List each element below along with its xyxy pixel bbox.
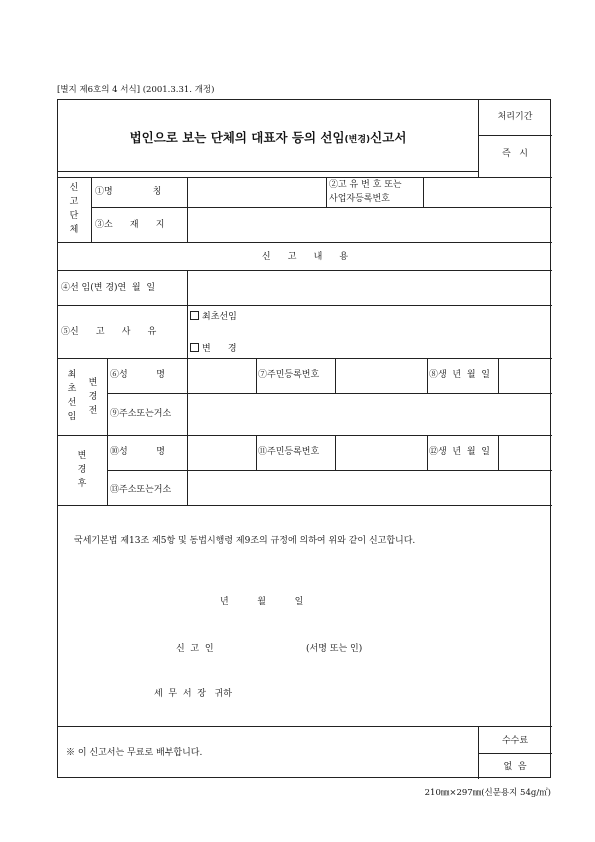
person-label-divider: [187, 358, 188, 505]
after-rrn-label: ⑪주민등록번호: [258, 447, 320, 457]
section-line-2: [58, 242, 552, 243]
before-birth-label: ⑧생 년 월 일: [429, 370, 490, 380]
after-col-d: [498, 435, 499, 470]
before-col-a: [256, 358, 257, 393]
reason-label: ⑤신 고 사 유: [61, 327, 157, 337]
fee-label: 수수료: [501, 736, 529, 746]
form-number-note: [별지 제6호의 4 서식] (2001.3.31. 개정): [57, 85, 215, 95]
period-divider-line: [478, 135, 552, 136]
before-col-d: [498, 358, 499, 393]
content-label-divider: [187, 270, 188, 358]
org-id-divider-a: [326, 177, 327, 207]
before-col-c: [427, 358, 428, 393]
first-appointment-side-label: 최 초 선 임: [67, 370, 77, 422]
after-change-side-label: 변 경 후: [77, 451, 87, 489]
before-row-divider: [107, 393, 552, 394]
org-label-divider: [187, 177, 188, 242]
signature-hint: (서명 또는 인): [306, 644, 363, 654]
report-form: [57, 99, 551, 778]
date-line: 년 월 일: [220, 597, 304, 607]
after-birth-label: ⑫생 년 월 일: [429, 447, 490, 457]
change-checkbox[interactable]: [190, 343, 199, 352]
processing-period-value: 즉 시: [502, 149, 528, 159]
reporting-org-side-label: 신 고 단 체: [69, 183, 79, 235]
before-col-b: [335, 358, 336, 393]
org-id-label-line1: ②고 유 번 호 또는: [329, 180, 402, 190]
org-side-divider: [91, 177, 92, 242]
appointment-date-label: ④선 임(변 경)연 월 일: [61, 283, 156, 293]
section-line-3: [58, 270, 552, 271]
person-side-divider: [107, 358, 108, 505]
after-col-b: [335, 435, 336, 470]
org-location-label: ③소 재 지: [95, 220, 165, 230]
title-bottom-line: [58, 171, 478, 172]
free-distribution-note: ※ 이 신고서는 무료로 배부합니다.: [66, 748, 203, 758]
before-change-side-label: 변 경 전: [88, 378, 98, 416]
first-appointment-checkbox[interactable]: [190, 311, 199, 320]
reporter-label: 신 고 인: [176, 644, 214, 654]
after-name-label: ⑩성 명: [110, 447, 165, 457]
before-name-label: ⑥성 명: [110, 370, 165, 380]
report-content-header: 신 고 내 용: [261, 252, 349, 262]
title-period-divider: [478, 100, 479, 177]
section-line-7: [58, 505, 552, 506]
org-id-divider-b: [423, 177, 424, 207]
declaration-text: 국세기본법 제13조 제5항 및 동법시행령 제9조의 규정에 의하여 위와 같이 신고합니다.: [74, 536, 416, 546]
reason-option-first: 최초선임: [190, 311, 237, 322]
after-col-a: [256, 435, 257, 470]
after-row-divider: [107, 470, 552, 471]
after-col-c: [427, 435, 428, 470]
before-address-label: ⑨주소또는거소: [110, 409, 172, 419]
org-id-label-line2: 사업자등록번호: [329, 194, 390, 204]
org-row-divider: [91, 207, 552, 208]
org-name-label: ①명 칭: [95, 187, 162, 197]
form-title: 법인으로 보는 단체의 대표자 등의 선임(변경)신고서: [129, 130, 407, 145]
fee-divider-line: [478, 753, 552, 754]
section-line-4: [58, 305, 552, 306]
before-rrn-label: ⑦주민등록번호: [258, 370, 320, 380]
section-line-6: [58, 435, 552, 436]
fee-value: 없 음: [503, 762, 527, 772]
processing-period-label: 처리기간: [497, 112, 533, 122]
paper-spec: 210㎜×297㎜(신문용지 54g/㎡): [424, 788, 551, 798]
reason-option-change: 변 경: [190, 343, 237, 354]
section-line-1: [58, 177, 552, 178]
section-line-5: [58, 358, 552, 359]
after-address-label: ⑬주소또는거소: [110, 485, 172, 495]
addressee: 세 무 서 장 귀하: [154, 689, 232, 699]
